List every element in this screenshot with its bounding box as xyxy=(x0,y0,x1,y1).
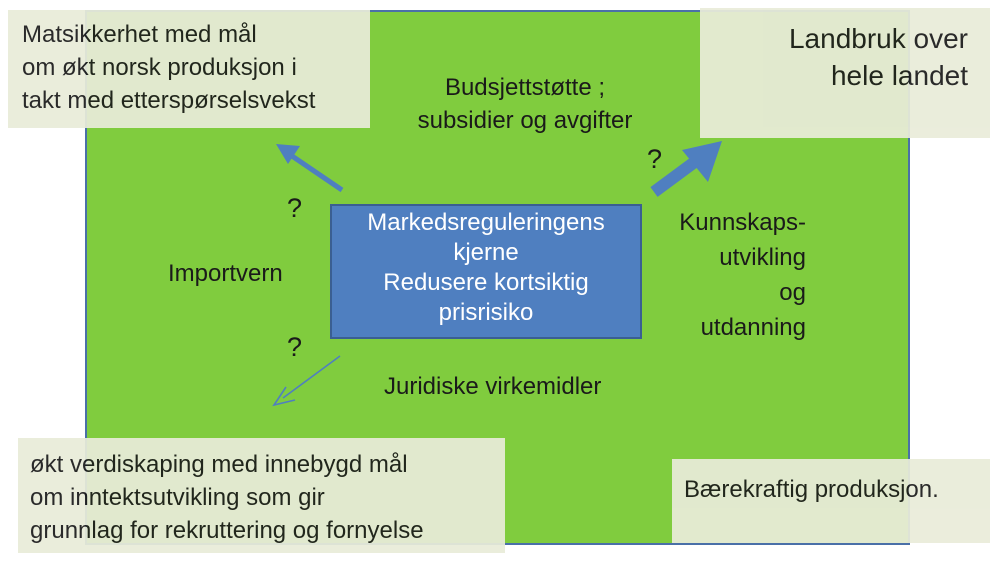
goal-text-line: Bærekraftig produksjon. xyxy=(684,476,939,503)
core-text-line: prisrisiko xyxy=(438,299,534,326)
question-mark: ? xyxy=(287,332,303,362)
label-line: utvikling xyxy=(719,244,806,271)
arrow-up-right xyxy=(654,141,722,192)
goal-sustainable-production-box xyxy=(672,459,990,543)
goal-text-line: grunnlag for rekruttering og fornyelse xyxy=(30,517,424,544)
import-protection-label: Importvern xyxy=(168,260,283,287)
goal-text-line: takt med etterspørselsvekst xyxy=(22,87,316,114)
goal-text-line: om inntektsutvikling som gir xyxy=(30,484,325,511)
label-line: Kunnskaps- xyxy=(679,209,806,236)
label-line: subsidier og avgifter xyxy=(417,107,633,134)
legal-instruments-label: Juridiske virkemidler xyxy=(384,373,602,400)
core-text-line: Markedsreguleringens xyxy=(367,209,605,236)
goal-text-line: Matsikkerhet med mål xyxy=(22,21,257,48)
core-text-line: Redusere kortsiktig xyxy=(383,269,589,296)
question-mark: ? xyxy=(287,193,303,223)
goal-text-line: økt verdiskaping med innebygd mål xyxy=(30,451,408,478)
goal-value-creation-box xyxy=(18,438,505,553)
arrow-up-left xyxy=(276,144,342,190)
goal-agriculture-nationwide-box xyxy=(700,8,990,138)
market-regulation-core-box xyxy=(330,204,642,339)
goal-text-line: om økt norsk produksjon i xyxy=(22,54,297,81)
knowledge-development-label xyxy=(664,205,806,345)
label-line: utdanning xyxy=(700,314,806,341)
arrow-down-left xyxy=(274,356,340,405)
goal-food-security-box xyxy=(8,10,370,128)
core-text-line: kjerne xyxy=(453,239,519,266)
label-line: og xyxy=(779,279,806,306)
label-line: Budsjettstøtte ; xyxy=(444,74,606,101)
question-mark: ? xyxy=(647,144,663,174)
goal-text-line: hele landet xyxy=(830,60,968,91)
goal-text-line: Landbruk over xyxy=(788,23,968,54)
budget-support-label xyxy=(392,71,658,137)
